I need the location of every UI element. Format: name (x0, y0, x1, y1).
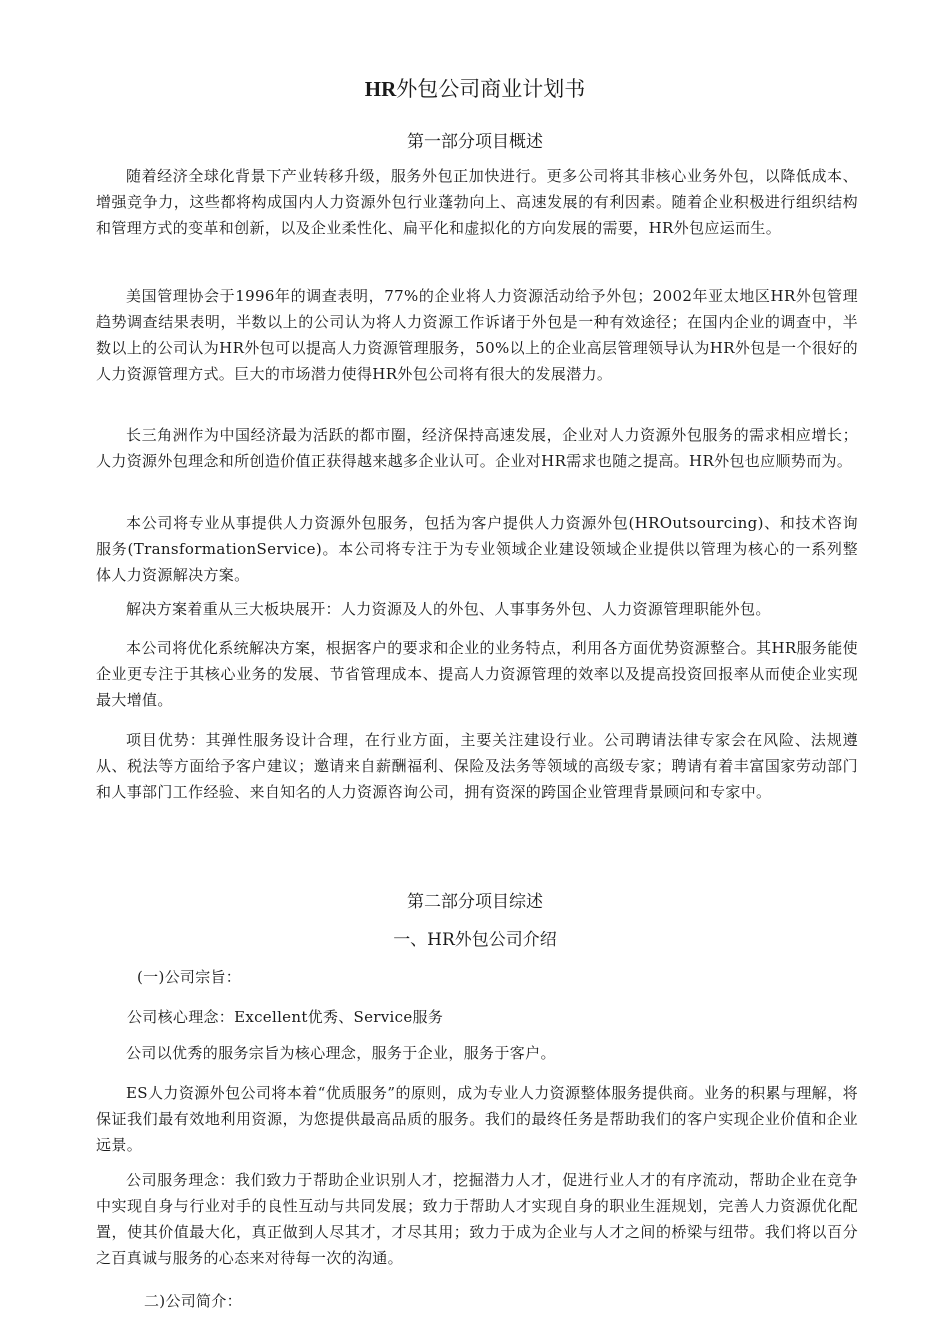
document-title (0, 74, 950, 104)
part1-paragraph: 本公司将优化系统解决方案，根据客户的要求和企业的业务特点，利用各方面优势资源整合。其HR服务能使企业更专注于其核心业务的发展、节省管理成本、提高人力资源管理的效率以及提高投资回报率从而使企业实现最大增值。 (96, 639, 858, 709)
part1-paragraph: 项目优势：其弹性服务设计合理，在行业方面，主要关注建设行业。公司聘请法律专家会在风险、法规遵从、税法等方面给予客户建议；邀请来自薪酬福利、保险及法务等领域的高级专家；聘请有着丰富国家劳动部门和人事部门工作经验、来自知名的人力资源咨询公司，拥有资深的跨国企业管理背景顾问和专家中。 (96, 731, 858, 801)
part2-paragraph: 公司服务理念：我们致力于帮助企业识别人才，挖掘潜力人才，促进行业人才的有序流动，帮助企业在竞争中实现自身与行业对手的良性互动与共同发展；致力于帮助人才实现自身的职业生涯规划，完善人力资源优化配置，使其价值最大化，真正做到人尽其才，才尽其用；致力于成为企业与人才之间的桥梁与纽带。我们将以百分之百真诚与服务的心态来对待每一次的沟通。 (96, 1171, 858, 1267)
part2-paragraph: 公司以优秀的服务宗旨为核心理念，服务于企业，服务于客户。 (126, 1044, 556, 1062)
part2-heading: 第二部分项目综述 (407, 892, 543, 912)
company-intro-item: 二)公司简介： (144, 1292, 242, 1310)
part2-paragraph: ES人力资源外包公司将本着“优质服务”的原则，成为专业人力资源整体服务提供商。业务的积累与理解，将保证我们最有效地利用资源，为您提供最高品质的服务。我们的最终任务是帮助我们的客户实现企业价值和企业远景。 (96, 1084, 858, 1154)
core-concept-line: 公司核心理念：Excellent优秀、Service服务 (127, 1008, 444, 1026)
part1-paragraph: 本公司将专业从事提供人力资源外包服务，包括为客户提供人力资源外包(HROutsourcing)、和技术咨询服务(TransformationService)。本公司将专注于为专业领域企业建设领域企业提供以管理为核心的一系列整体人力资源解决方案。 (96, 514, 858, 584)
part1-paragraph: 美国管理协会于1996年的调查表明，77%的企业将人力资源活动给予外包；2002年亚太地区HR外包管理趋势调查结果表明，半数以上的公司认为将人力资源工作诉诸于外包是一种有效途径；在国内企业的调查中，半数以上的公司认为HR外包可以提高人力资源管理服务，50%以上的企业高层管理领导认为HR外包是一个很好的人力资源管理方式。巨大的市场潜力使得HR外包公司将有很大的发展潜力。 (96, 287, 858, 383)
part1-paragraph: 长三角洲作为中国经济最为活跃的都市圈，经济保持高速发展，企业对人力资源外包服务的需求相应增长；人力资源外包理念和所创造价值正获得越来越多企业认可。企业对HR需求也随之提高。HR外包也应顺势而为。 (96, 426, 858, 470)
company-purpose-item: (一)公司宗旨： (137, 968, 242, 986)
part2-subheading: 一、HR外包公司介绍 (393, 930, 557, 950)
part1-paragraph: 解决方案着重从三大板块展开：人力资源及人的外包、人事事务外包、人力资源管理职能外包。 (126, 600, 771, 618)
title-hr: HR (364, 77, 397, 101)
part1-paragraph: 随着经济全球化背景下产业转移升级，服务外包正加快进行。更多公司将其非核心业务外包，以降低成本、增强竞争力，这些都将构成国内人力资源外包行业蓬勃向上、高速发展的有利因素。随着企业积极进行组织结构和管理方式的变革和创新，以及企业柔性化、扁平化和虚拟化的方向发展的需要，HR外包应运而生。 (96, 167, 858, 237)
part1-heading: 第一部分项目概述 (407, 132, 543, 152)
title-rest: 外包公司商业计划书 (396, 77, 586, 101)
